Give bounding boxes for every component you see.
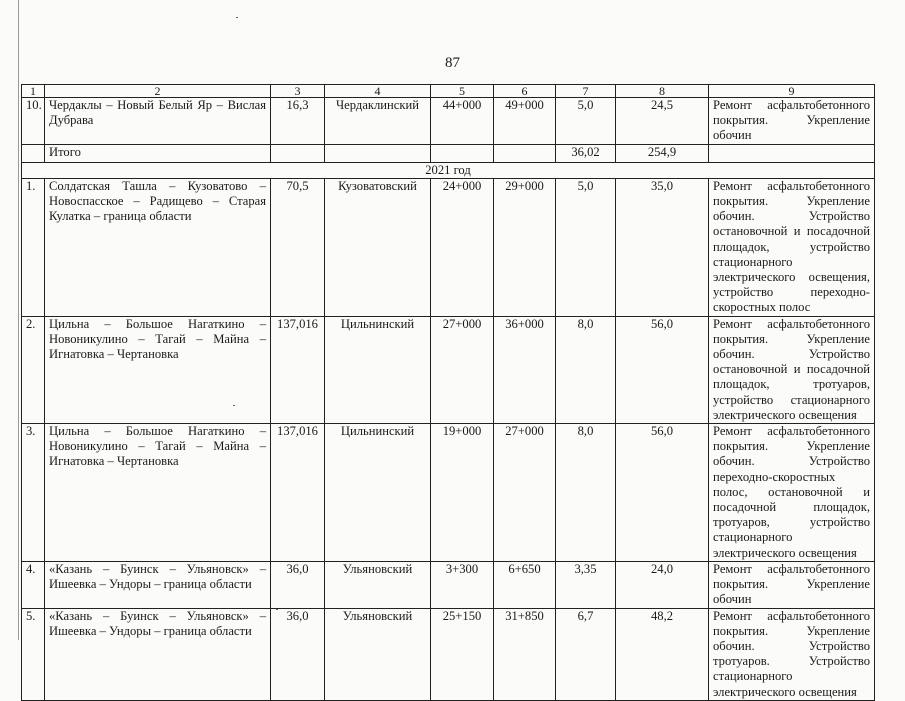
km-from: 3+300 <box>431 561 494 608</box>
empty-cell <box>22 144 45 162</box>
table-row <box>22 608 875 700</box>
column-number-row <box>22 85 875 98</box>
works-description: Ремонт асфальтобетонного покрытия. Укрепление обочин. Устройство остановочной и посадочной площадок, тротуаров, устройство стационарного электрического освещения <box>709 316 875 423</box>
empty-cell <box>709 144 875 162</box>
km-to: 29+000 <box>494 178 556 316</box>
col7-value: 6,7 <box>556 608 616 700</box>
road-name: «Казань – Буинск – Ульяновск» – Ишеевка – Ундоры – граница области <box>45 561 271 608</box>
col8-value: 35,0 <box>616 178 709 316</box>
row-number: 10. <box>22 98 45 145</box>
table-row <box>22 316 875 423</box>
year-row <box>22 162 875 178</box>
col8-value: 24,0 <box>616 561 709 608</box>
col7-value: 5,0 <box>556 178 616 316</box>
district: Чердаклинский <box>325 98 431 145</box>
header-cell: 9 <box>709 85 875 98</box>
scan-speck <box>236 17 238 18</box>
col7-value: 8,0 <box>556 316 616 423</box>
table-row <box>22 178 875 316</box>
km-to: 49+000 <box>494 98 556 145</box>
empty-cell <box>431 144 494 162</box>
km-from: 24+000 <box>431 178 494 316</box>
scan-edge-line <box>18 0 19 640</box>
col8-value: 48,2 <box>616 608 709 700</box>
total-col7: 36,02 <box>556 144 616 162</box>
row-number: 2. <box>22 316 45 423</box>
km-from: 27+000 <box>431 316 494 423</box>
table-row <box>22 561 875 608</box>
table-row <box>22 98 875 145</box>
header-cell: 6 <box>494 85 556 98</box>
district: Цильнинский <box>325 424 431 562</box>
works-description: Ремонт асфальтобетонного покрытия. Укрепление обочин <box>709 561 875 608</box>
col7-value: 8,0 <box>556 424 616 562</box>
works-description: Ремонт асфальтобетонного покрытия. Укрепление обочин <box>709 98 875 145</box>
row-number: 5. <box>22 608 45 700</box>
road-length: 36,0 <box>271 608 325 700</box>
col8-value: 24,5 <box>616 98 709 145</box>
row-number: 4. <box>22 561 45 608</box>
header-cell: 3 <box>271 85 325 98</box>
total-row <box>22 144 875 162</box>
road-name: Чердаклы – Новый Белый Яр – Вислая Дубрава <box>45 98 271 145</box>
header-cell: 5 <box>431 85 494 98</box>
col7-value: 5,0 <box>556 98 616 145</box>
road-length: 36,0 <box>271 561 325 608</box>
row-number: 1. <box>22 178 45 316</box>
road-name: Солдатская Ташла – Кузоватово – Новоспасское – Радищево – Старая Кулатка – граница области <box>45 178 271 316</box>
works-description: Ремонт асфальтобетонного покрытия. Укрепление обочин. Устройство тротуаров. Устройство стационарного электрического освещения <box>709 608 875 700</box>
km-from: 44+000 <box>431 98 494 145</box>
year-cell <box>22 162 875 178</box>
col7-value: 3,35 <box>556 561 616 608</box>
col8-value: 56,0 <box>616 424 709 562</box>
road-length: 70,5 <box>271 178 325 316</box>
total-label: Итого <box>45 144 271 162</box>
district: Цильнинский <box>325 316 431 423</box>
header-cell: 7 <box>556 85 616 98</box>
km-to: 31+850 <box>494 608 556 700</box>
district: Кузоватовский <box>325 178 431 316</box>
table-row <box>22 424 875 562</box>
header-cell: 4 <box>325 85 431 98</box>
page-number: 87 <box>445 55 460 71</box>
road-name: Цильна – Большое Нагаткино – Новоникулино – Тагай – Майна – Игнатовка – Чертановка <box>45 424 271 562</box>
road-name: «Казань – Буинск – Ульяновск» – Ишеевка – Ундоры – граница области <box>45 608 271 700</box>
works-description: Ремонт асфальтобетонного покрытия. Укрепление обочин. Устройство переходно-скоростных полос, остановочной и посадочной площадок, тротуаров, устройство стационарного электрического освещения <box>709 424 875 562</box>
col8-value: 56,0 <box>616 316 709 423</box>
km-from: 25+150 <box>431 608 494 700</box>
km-to: 6+650 <box>494 561 556 608</box>
empty-cell <box>494 144 556 162</box>
header-cell: 8 <box>616 85 709 98</box>
district: Ульяновский <box>325 608 431 700</box>
km-to: 27+000 <box>494 424 556 562</box>
road-length: 137,016 <box>271 316 325 423</box>
year-label: 2021 год <box>425 162 471 177</box>
header-cell: 1 <box>22 85 45 98</box>
header-cell: 2 <box>45 85 271 98</box>
roads-table <box>21 84 875 701</box>
road-name: Цильна – Большое Нагаткино – Новоникулино – Тагай – Майна – Игнатовка – Чертановка <box>45 316 271 423</box>
km-from: 19+000 <box>431 424 494 562</box>
road-length: 137,016 <box>271 424 325 562</box>
works-description: Ремонт асфальтобетонного покрытия. Укрепление обочин. Устройство остановочной и посадочной площадок, устройство стационарного электрического освещения, устройство переходно-скоростных полос <box>709 178 875 316</box>
empty-cell <box>271 144 325 162</box>
km-to: 36+000 <box>494 316 556 423</box>
district: Ульяновский <box>325 561 431 608</box>
total-col8: 254,9 <box>616 144 709 162</box>
row-number: 3. <box>22 424 45 562</box>
empty-cell <box>325 144 431 162</box>
road-length: 16,3 <box>271 98 325 145</box>
